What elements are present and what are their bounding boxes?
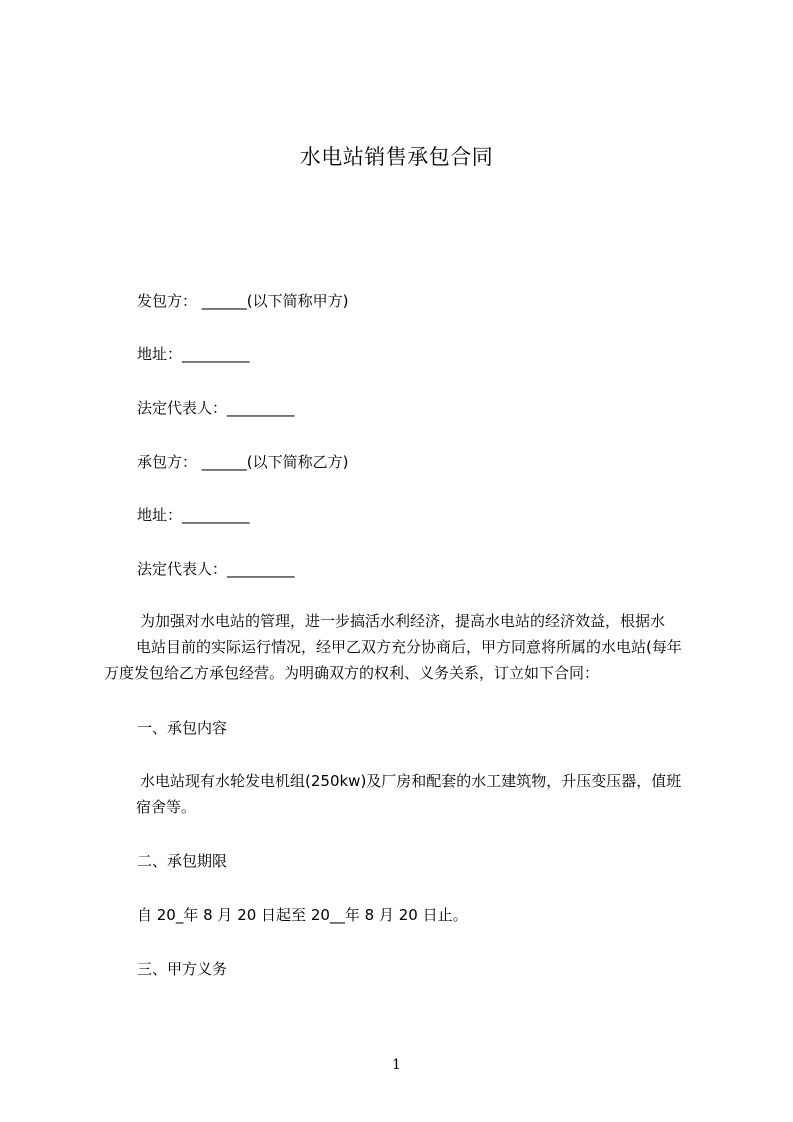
contractor-line: 承包方： ______(以下简称乙方): [137, 453, 349, 471]
intro-line-1: 为加强对水电站的管理，进一步搞活水利经济，提高水电站的经济效益，根据水: [140, 612, 666, 630]
intro-line-2: 电站目前的实际运行情况，经甲乙双方充分协商后，甲方同意将所属的水电站(每年: [136, 638, 682, 656]
intro-line-3: 万度发包给乙方承包经营。为明确双方的权利、义务关系，订立如下合同：: [104, 664, 600, 682]
section-2-heading: 二、承包期限: [137, 852, 228, 870]
document-title: 水电站销售承包合同: [299, 145, 494, 169]
section-3-heading: 三、甲方义务: [137, 960, 228, 978]
section-1-line-1: 水电站现有水轮发电机组(250kw)及厂房和配套的水工建筑物，升压变压器，值班: [140, 772, 682, 790]
intro-paragraph: [104, 608, 718, 686]
section-1-heading: 一、承包内容: [137, 719, 228, 737]
employer-representative-line: 法定代表人：_________: [137, 399, 295, 417]
contractor-representative-line: 法定代表人：_________: [137, 560, 295, 578]
contractor-address-line: 地址：_________: [137, 506, 250, 524]
section-2-text: 自 20_年 8 月 20 日起至 20__年 8 月 20 日止。: [137, 906, 468, 924]
page-number: 1: [392, 1057, 401, 1073]
employer-line: 发包方： ______(以下简称甲方): [137, 292, 349, 310]
section-1-line-2: 宿舍等。: [136, 798, 197, 816]
employer-address-line: 地址：_________: [137, 345, 250, 363]
section-1-paragraph: [138, 768, 718, 820]
